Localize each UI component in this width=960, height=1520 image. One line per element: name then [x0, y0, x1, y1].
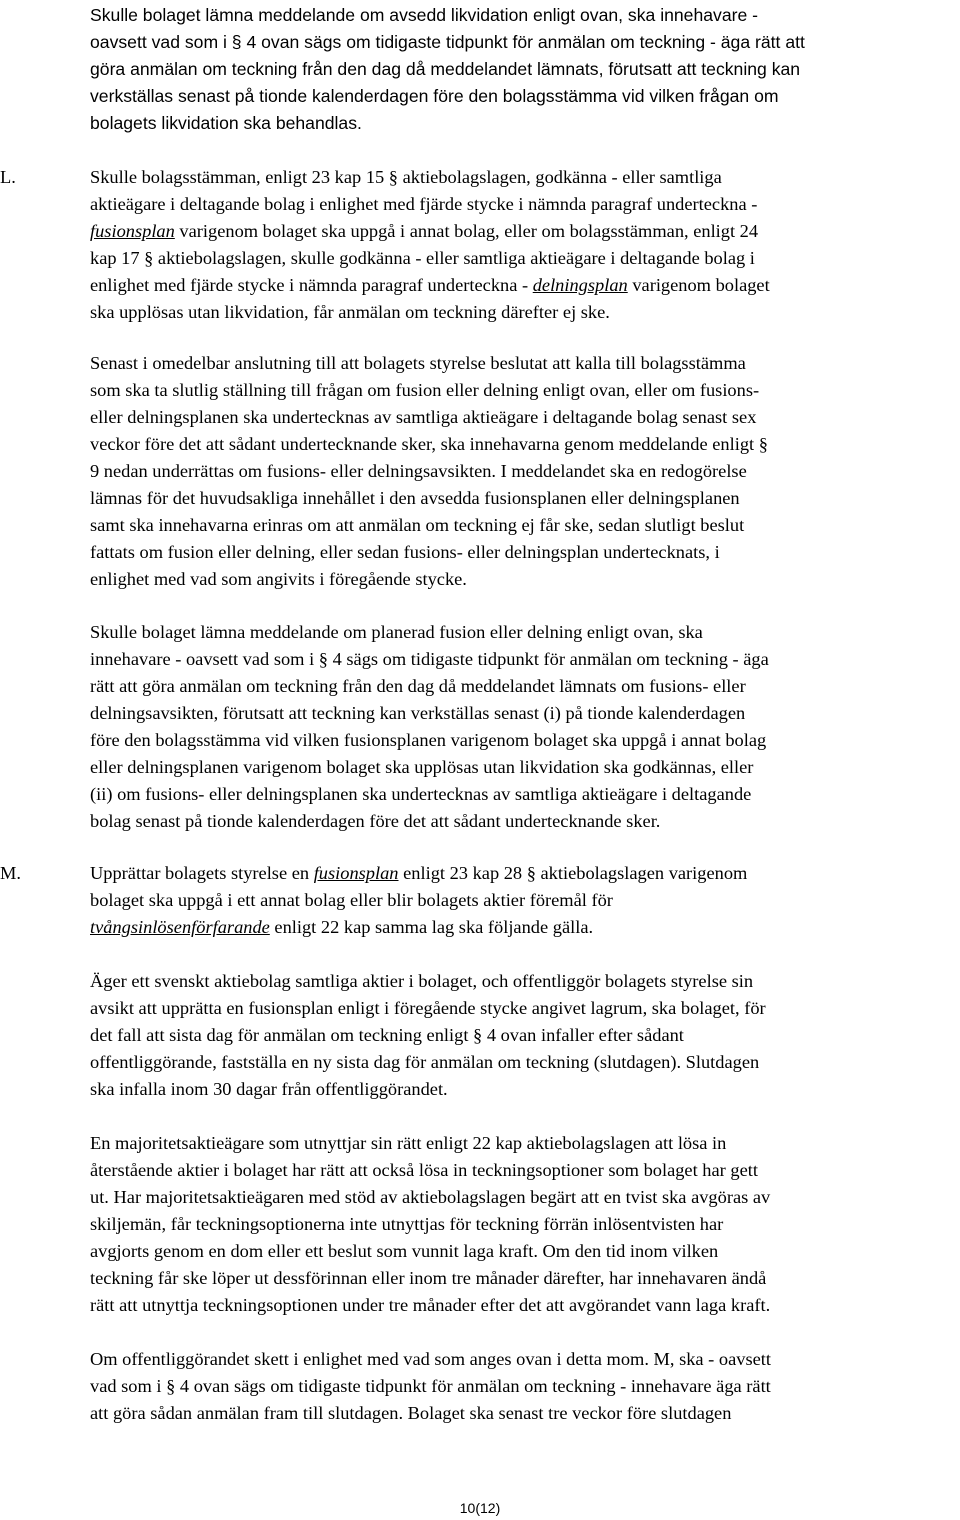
section-label-L: L.: [0, 167, 16, 187]
text-line: Skulle bolaget lämna meddelande om planerad fusion eller delning enligt ovan, ska: [90, 622, 703, 642]
text-line: som ska ta slutlig ställning till frågan om fusion eller delning enligt ovan, eller om fusions-: [90, 380, 760, 400]
text-line: att göra sådan anmälan fram till slutdagen. Bolaget ska senast tre veckor före slutdagen: [90, 1403, 732, 1423]
paragraph-M-aktiebolag: [90, 968, 960, 1103]
paragraph-M-offentliggorande: [90, 1346, 960, 1427]
term-delningsplan: delningsplan: [532, 275, 628, 295]
text-line: En majoritetsaktieägare som utnyttjar sin rätt enligt 22 kap aktiebolagslagen att lösa in: [90, 1133, 727, 1153]
paragraph-intro-likvidation: [90, 2, 960, 137]
text-line: återstående aktier i bolaget har rätt att också lösa in teckningsoptioner som bolaget har gett: [90, 1160, 758, 1180]
text-line: samt ska innehavarna erinras om att anmälan om teckning ej får ske, sedan slutligt beslut: [90, 515, 745, 535]
text-line: enlighet med fjärde stycke i nämnda paragraf underteckna - delningsplan varigenom bolaget: [90, 275, 770, 295]
text-line: Upprättar bolagets styrelse en fusionsplan enligt 23 kap 28 § aktiebolagslagen varigenom: [90, 863, 748, 883]
text-line: Skulle bolagsstämman, enligt 23 kap 15 § aktiebolagslagen, godkänna - eller samtliga: [90, 167, 722, 187]
text-line: bolag senast på tionde kalenderdagen före det att sådant undertecknande sker.: [90, 811, 661, 831]
term-fusionsplan: fusionsplan: [90, 221, 175, 241]
paragraph-L-fusion-delning: [90, 164, 960, 326]
text-line: rätt att utnyttja teckningsoptionen under tre månader efter det att avgörandet vann laga kraft.: [90, 1295, 771, 1315]
text-line: oavsett vad som i § 4 ovan sägs om tidigaste tidpunkt för anmälan om teckning - äga rätt att: [90, 32, 805, 52]
text-line: Senast i omedelbar anslutning till att bolagets styrelse beslutat att kalla till bolagsstämma: [90, 353, 746, 373]
text-line: göra anmälan om teckning från den dag då meddelandet lämnats, förutsatt att teckning kan: [90, 59, 801, 79]
text-line: avsikt att upprätta en fusionsplan enligt i föregående stycke angivet lagrum, ska bolaget, för: [90, 998, 766, 1018]
text-line: det fall att sista dag för anmälan om teckning enligt § 4 ovan infaller efter sådant: [90, 1025, 684, 1045]
text-line: ut. Har majoritetsaktieägaren med stöd av aktiebolagslagen begärt att en tvist ska avgöras av: [90, 1187, 771, 1207]
text-line: fattats om fusion eller delning, eller sedan fusions- eller delningsplan undertecknats, i: [90, 542, 720, 562]
text-line: lämnas för det huvudsakliga innehållet i den avsedda fusionsplanen eller delningsplanen: [90, 488, 740, 508]
text-line: ska infalla inom 30 dagar från offentliggörandet.: [90, 1079, 448, 1099]
text-line: fusionsplan varigenom bolaget ska uppgå i annat bolag, eller om bolagsstämman, enligt 24: [90, 221, 759, 241]
text-line: vad som i § 4 ovan sägs om tidigaste tidpunkt för anmälan om teckning - innehavare äga rätt: [90, 1376, 771, 1396]
text-line: aktieägare i deltagande bolag i enlighet med fjärde stycke i nämnda paragraf underteckna -: [90, 194, 758, 214]
text-line: teckning får ske löper ut dessförinnan eller inom tre månader därefter, har innehavaren ändå: [90, 1268, 767, 1288]
paragraph-M-majoritetsaktieagare: [90, 1130, 960, 1319]
text-line: (ii) om fusions- eller delningsplanen ska undertecknas av samtliga aktieägare i deltagande: [90, 784, 752, 804]
paragraph-L-anmalan: [90, 619, 960, 835]
text-line: 9 nedan underrättas om fusions- eller delningsavsikten. I meddelandet ska en redogörelse: [90, 461, 747, 481]
text-line: bolagets likvidation ska behandlas.: [90, 113, 362, 133]
text-line: eller delningsplanen ska undertecknas av samtliga aktieägare i deltagande bolag senast sex: [90, 407, 757, 427]
section-label-M: M.: [0, 863, 21, 883]
text-line: Om offentliggörandet skett i enlighet med vad som anges ovan i detta mom. M, ska - oavsett: [90, 1349, 771, 1369]
text-line: eller delningsplanen varigenom bolaget ska upplösas utan likvidation ska godkännas, eller: [90, 757, 754, 777]
page-number: 10(12): [459, 1500, 501, 1516]
text-line: ska upplösas utan likvidation, får anmälan om teckning därefter ej ske.: [90, 302, 610, 322]
text-line: innehavare - oavsett vad som i § 4 sägs om tidigaste tidpunkt för anmälan om teckning - äga: [90, 649, 769, 669]
text-line: verkställas senast på tionde kalenderdagen före den bolagsstämma vid vilken frågan om: [90, 86, 779, 106]
text-line: Äger ett svenskt aktiebolag samtliga aktier i bolaget, och offentliggör bolagets styrelse sin: [90, 971, 754, 991]
text-line: bolaget ska uppgå i ett annat bolag eller blir bolagets aktier föremål för: [90, 890, 613, 910]
text-line: delningsavsikten, förutsatt att teckning kan verkställas senast (i) på tionde kalenderdagen: [90, 703, 746, 723]
text-line: Skulle bolaget lämna meddelande om avsedd likvidation enligt ovan, ska innehavare -: [90, 5, 758, 25]
text-line: rätt att göra anmälan om teckning från den dag då meddelandet lämnats om fusions- eller: [90, 676, 746, 696]
term-fusionsplan: fusionsplan: [313, 863, 399, 883]
text-line: kap 17 § aktiebolagslagen, skulle godkänna - eller samtliga aktieägare i deltagande bolag i: [90, 248, 755, 268]
text-line: offentliggörande, fastställa en ny sista dag för anmälan om teckning (slutdagen). Slutdagen: [90, 1052, 760, 1072]
text-line: tvångsinlösenförfarande enligt 22 kap samma lag ska följande gälla.: [90, 917, 594, 937]
text-line: veckor före det att sådant undertecknande sker, ska innehavarna genom meddelande enligt §: [90, 434, 768, 454]
paragraph-M-fusionsplan: [90, 860, 960, 941]
term-tvangsinlosenforfarande: tvångsinlösenförfarande: [90, 917, 270, 937]
text-line: avgjorts genom en dom eller ett beslut som vunnit laga kraft. Om den tid inom vilken: [90, 1241, 719, 1261]
text-line: skiljemän, får teckningsoptionerna inte utnyttjas för teckning förrän inlösentvisten har: [90, 1214, 724, 1234]
text-line: före den bolagsstämma vid vilken fusionsplanen varigenom bolaget ska uppgå i annat bolag: [90, 730, 767, 750]
text-line: enlighet med vad som angivits i föregående stycke.: [90, 569, 467, 589]
paragraph-L-meddelande: [90, 350, 960, 593]
